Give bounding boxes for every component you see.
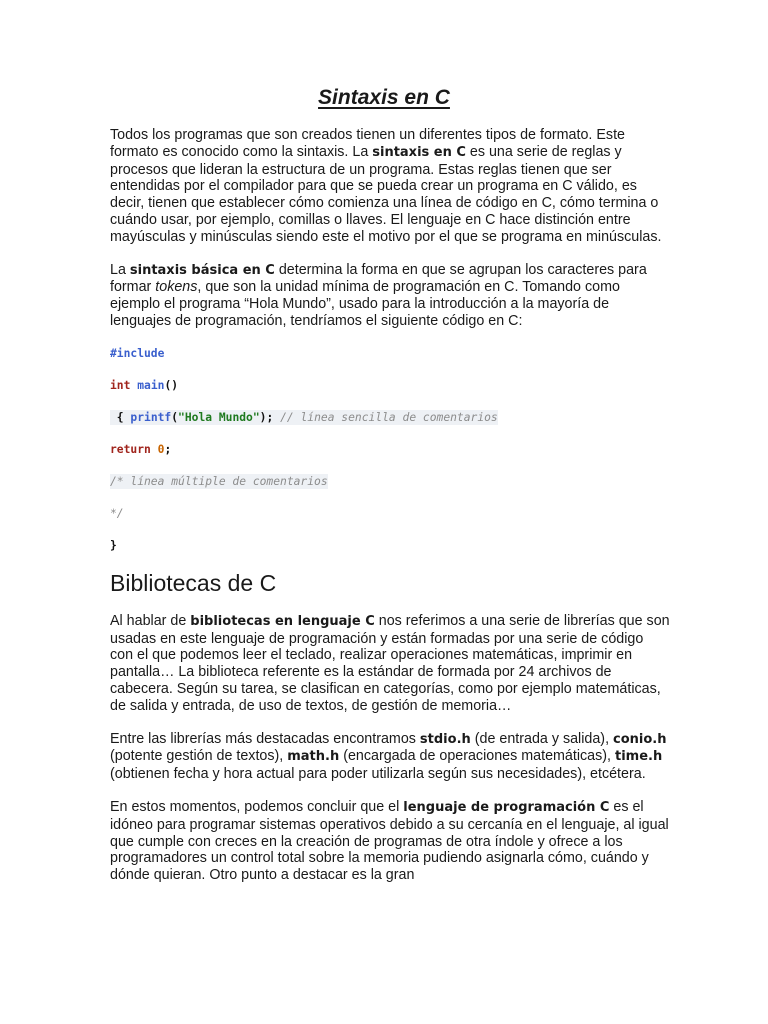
bold-term: time.h bbox=[614, 749, 663, 765]
text: Todos los programas que son creados tienen un diferentes tipos de formato. Este formato es conocido como la sintaxis. La bbox=[110, 127, 625, 160]
code-token: ; bbox=[164, 442, 172, 456]
italic-term: tokens bbox=[155, 279, 198, 296]
code-line-comment-open bbox=[110, 474, 670, 489]
text: (de entrada y salida), bbox=[470, 730, 614, 747]
text: determina la forma en que se agrupan los caracteres para formar bbox=[110, 261, 647, 296]
code-comment: */ bbox=[110, 506, 124, 520]
code-line-close-brace bbox=[110, 538, 670, 553]
code-line-printf bbox=[110, 410, 670, 425]
code-comment: /* línea múltiple de comentarios bbox=[110, 474, 328, 488]
text: Al hablar de bbox=[110, 612, 191, 629]
code-line-return bbox=[110, 442, 670, 457]
bold-term: lenguaje de programación C bbox=[403, 799, 610, 815]
code-line-include bbox=[110, 346, 670, 361]
code-token: ); bbox=[259, 410, 274, 424]
code-highlight bbox=[110, 410, 498, 425]
code-token: "Hola Mundo" bbox=[178, 410, 260, 424]
text: La bbox=[110, 261, 130, 278]
code-token: int bbox=[110, 378, 131, 392]
code-token: () bbox=[164, 378, 179, 392]
text: es el idóneo para programar sistemas operativos debido a su cercanía en el lenguaje, al igual que cumple con creces en la creación de programas de otra índole y ofrece a los programadores un control total sobre la memoria pudiendo asignarla cómo, cuándo y dónde quieran. Otro punto a destacar es la gran bbox=[110, 798, 669, 884]
code-line-comment-close bbox=[110, 506, 670, 521]
code-token: #include bbox=[110, 346, 165, 360]
bold-term: conio.h bbox=[613, 731, 667, 747]
code-token: } bbox=[110, 538, 117, 552]
text: En estos momentos, podemos concluir que el bbox=[110, 798, 404, 815]
text: (potente gestión de textos), bbox=[110, 748, 288, 765]
code-block bbox=[110, 346, 670, 553]
section-heading: Bibliotecas de C bbox=[110, 569, 277, 596]
code-token: printf bbox=[130, 410, 172, 424]
code-token: return bbox=[110, 442, 151, 456]
bold-term: bibliotecas en lenguaje C bbox=[190, 613, 375, 629]
code-token: { bbox=[110, 410, 124, 424]
bold-term: sintaxis en C bbox=[372, 144, 466, 160]
paragraph-basic-syntax bbox=[110, 262, 670, 330]
text: nos referimos a una serie de librerías que son usadas en este lenguaje de programación y están formadas por una serie de código con el que podemos leer el teclado, realizar operaciones matemáticas, imprimir en pantalla… La biblioteca referente es la estándar de formada por 24 archivos de cabecera. Según su tarea, se clasifican en categorías, como por ejemplo matemáticas, de salida y entrada, de uso de textos, de gestión de memoria… bbox=[110, 612, 670, 714]
code-line-main bbox=[110, 378, 670, 393]
code-comment: // línea sencilla de comentarios bbox=[280, 410, 498, 424]
document-body bbox=[110, 127, 670, 900]
bold-term: sintaxis básica en C bbox=[129, 262, 275, 278]
code-token: ( bbox=[171, 410, 179, 424]
paragraph-libraries bbox=[110, 613, 670, 715]
bold-term: math.h bbox=[287, 749, 340, 765]
page-title: Sintaxis en C bbox=[318, 86, 450, 109]
text: Entre las librerías más destacadas encontramos bbox=[110, 730, 420, 747]
text: , que son la unidad mínima de programación en C. Tomando como ejemplo el programa “Hola Mundo”, usado para la introducción a la mayoría de lenguajes de programación, tendríamos el siguiente código en C: bbox=[110, 279, 620, 329]
paragraph-library-list bbox=[110, 731, 670, 783]
bold-term: stdio.h bbox=[419, 731, 471, 747]
text: es una serie de reglas y procesos que lideran la estructura de un programa. Estas reglas tienen que ser entendidas por el compilador para que se pueda crear un programa en C válido, es decir, tienen que establecer cómo comienza una línea de código en C, cómo termina o cuándo usar, por ejemplo, comillas o llaves. El lenguaje en C hace distinción entre mayúsculas y minúsculas siendo este el motivo por el que se programa en minúsculas. bbox=[110, 143, 662, 245]
code-token: main bbox=[137, 378, 165, 392]
text: (encargada de operaciones matemáticas), bbox=[339, 748, 615, 765]
paragraph-intro bbox=[110, 127, 670, 246]
code-token: 0 bbox=[157, 442, 165, 456]
text: (obtienen fecha y hora actual para poder utilizarla según sus necesidades), etcétera. bbox=[110, 766, 646, 783]
paragraph-conclusion bbox=[110, 799, 670, 884]
